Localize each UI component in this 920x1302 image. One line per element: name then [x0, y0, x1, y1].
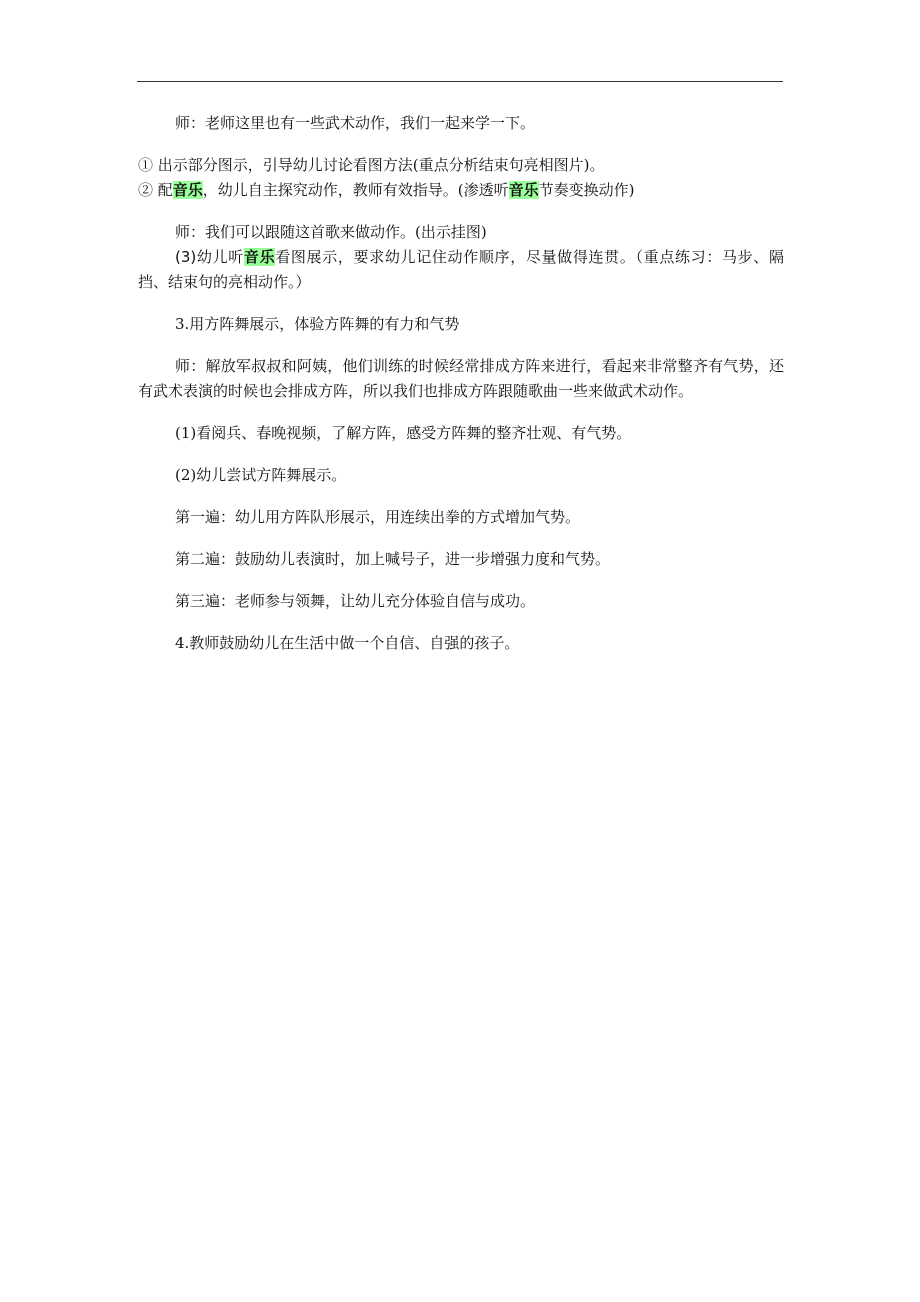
paragraph-round-3: 第三遍：老师参与领舞，让幼儿充分体验自信与成功。 — [175, 592, 536, 610]
document-body — [138, 111, 784, 656]
music-highlight: 音乐 — [508, 181, 539, 199]
listen-music-text-a: (3)幼儿听 — [175, 248, 244, 266]
step-2-text-b: ，幼儿自主探究动作，教师有效指导。(渗透听 — [202, 181, 509, 199]
paragraph-formation-intro: 师：解放军叔叔和阿姨，他们训练的时候经常排成方阵来进行，看起来非常整齐有气势，还有武术表演的时候也会排成方阵，所以我们也排成方阵跟随歌曲一些来做武术动作。 — [138, 357, 784, 400]
section-heading-3: 3.用方阵舞展示，体验方阵舞的有力和气势 — [175, 315, 460, 333]
section-heading-4: 4.教师鼓励幼儿在生活中做一个自信、自强的孩子。 — [175, 634, 520, 652]
step-1-show-diagram: ① 出示部分图示，引导幼儿讨论看图方法(重点分析结束句亮相图片)。 — [138, 156, 605, 174]
music-highlight: 音乐 — [243, 248, 276, 266]
paragraph-follow-song: 师：我们可以跟随这首歌来做动作。(出示挂图) — [175, 223, 487, 241]
music-highlight: 音乐 — [172, 181, 203, 199]
step-2-text-c: 节奏变换动作) — [538, 181, 635, 199]
paragraph-round-2: 第二遍：鼓励幼儿表演时，加上喊号子，进一步增强力度和气势。 — [175, 550, 611, 568]
header-rule — [137, 81, 783, 82]
step-2-music-explore — [138, 178, 784, 203]
step-2-text-a: ② 配 — [138, 181, 173, 199]
paragraph-try-formation: (2)幼儿尝试方阵舞展示。 — [175, 466, 347, 484]
paragraph-round-1: 第一遍：幼儿用方阵队形展示，用连续出拳的方式增加气势。 — [175, 508, 581, 526]
paragraph-watch-parade: (1)看阅兵、春晚视频，了解方阵，感受方阵舞的整齐壮观、有气势。 — [175, 424, 632, 442]
paragraph-teacher-intro: 师：老师这里也有一些武术动作，我们一起来学一下。 — [175, 114, 536, 132]
listen-music-text-b: 看图展示，要求幼儿记住动作顺序，尽量做得连贯。（重点练习：马步、隔挡、结束句的亮相动作。） — [138, 248, 784, 291]
paragraph-listen-music — [138, 245, 784, 295]
